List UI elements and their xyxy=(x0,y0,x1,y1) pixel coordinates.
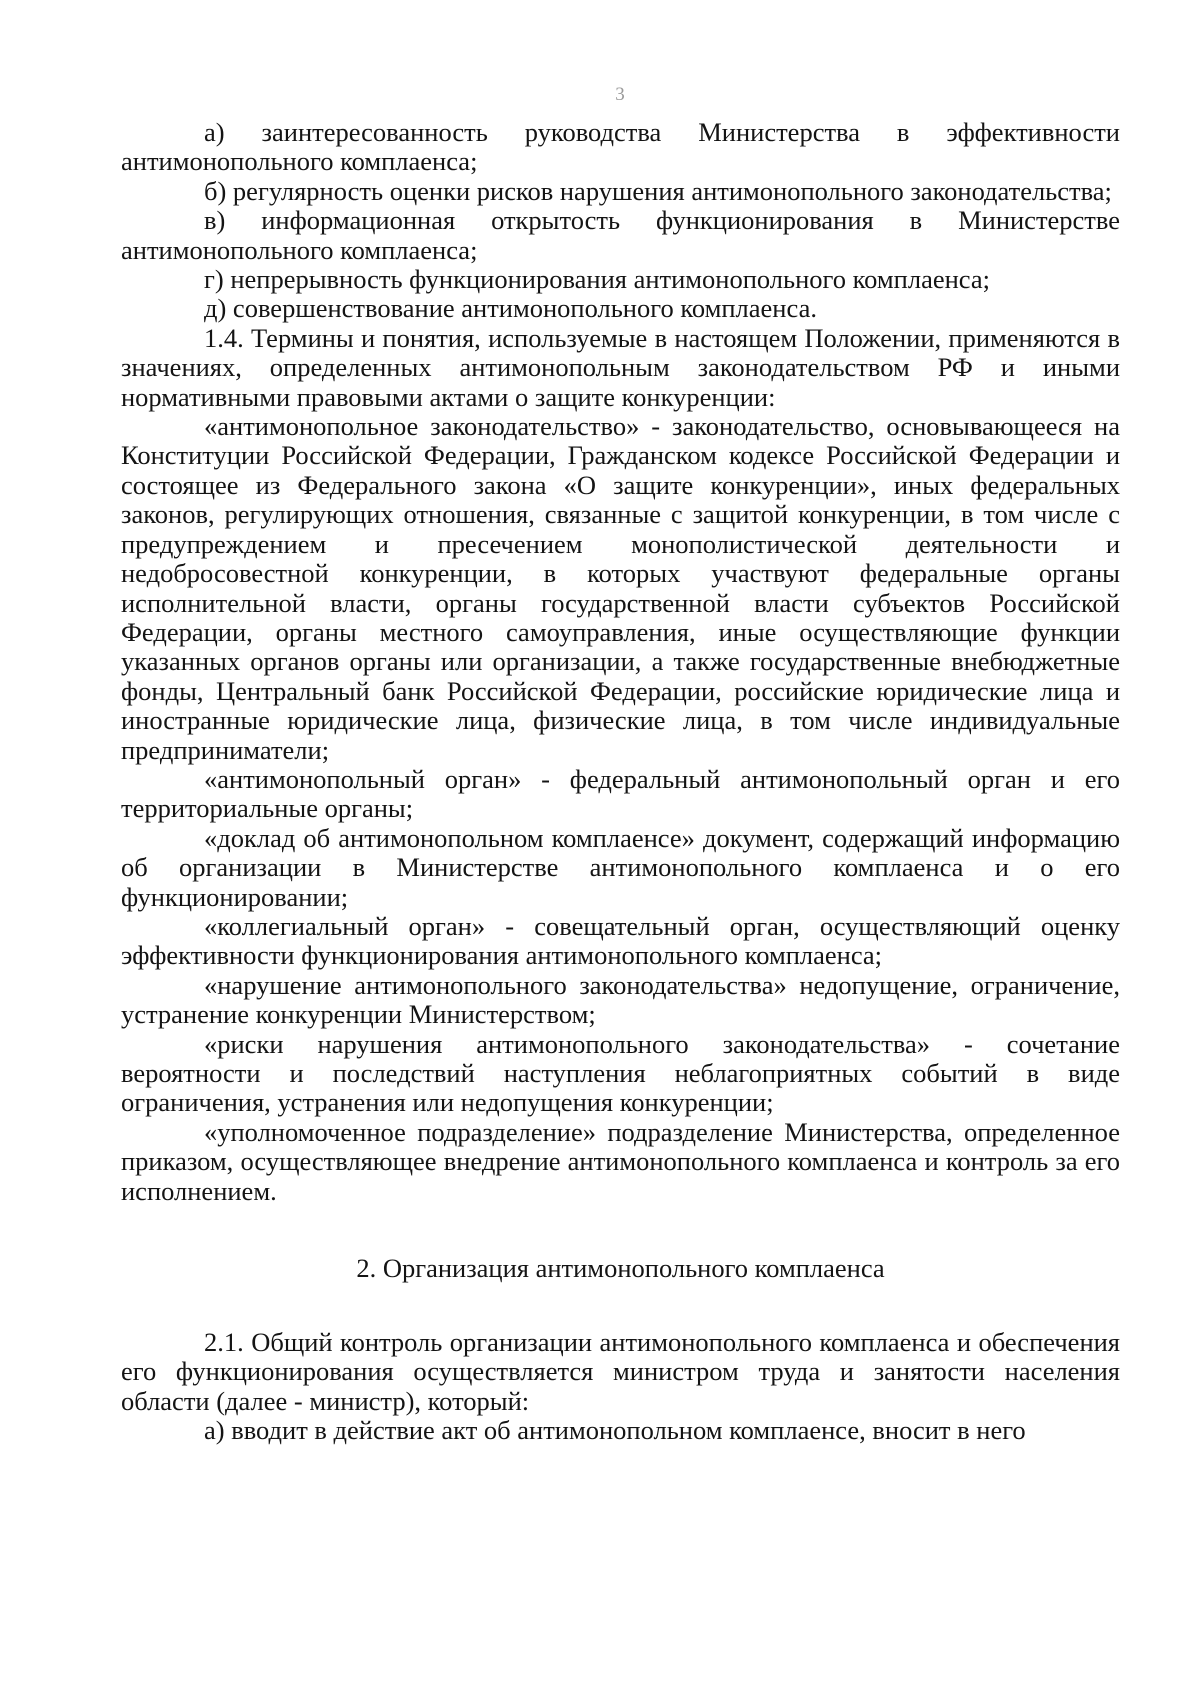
paragraph: 2.1. Общий контроль организации антимонопольного комплаенса и обеспечения его функционирования осуществляется министром труда и занятости населения области (далее - министр), который: xyxy=(121,1327,1120,1416)
paragraph: г) непрерывность функционирования антимонопольного комплаенса; xyxy=(204,264,990,295)
paragraph: «антимонопольное законодательство» - законодательство, основывающееся на Конституции Российской Федерации, Гражданском кодексе Российской Федерации и состоящее из Федерального закона «О защите конкуренции», иных федеральных законов, регулирующих отношения, связанные с защитой конкуренции, в том числе с предупреждением и пресечением монополистической деятельности и недобросовестной конкуренции, в которых участвуют федеральные органы исполнительной власти, органы государственной власти субъектов Российской Федерации, органы местного самоуправления, иные осуществляющие функции указанных органов органы или организации, а также государственные внебюджетные фонды, Центральный банк Российской Федерации, российские юридические лица и иностранные юридические лица, физические лица, в том числе индивидуальные предприниматели; xyxy=(121,411,1120,765)
paragraph: «коллегиальный орган» - совещательный орган, осуществляющий оценку эффективности функционирования антимонопольного комплаенса; xyxy=(121,910,1120,971)
document-body xyxy=(121,118,1120,1446)
paragraph: «нарушение антимонопольного законодательства» недопущение, ограничение, устранение конкуренции Министерством; xyxy=(121,969,1120,1030)
paragraph: «доклад об антимонопольном комплаенсе» документ, содержащий информацию об организации в Министерстве антимонопольного комплаенса и о его функционировании; xyxy=(121,822,1120,912)
paragraph: д) совершенствование антимонопольного комплаенса. xyxy=(204,293,817,324)
paragraph: «риски нарушения антимонопольного законодательства» - сочетание вероятности и последствий наступления неблагоприятных событий в виде ограничения, устранения или недопущения конкуренции; xyxy=(121,1028,1120,1118)
paragraph: 1.4. Термины и понятия, используемые в настоящем Положении, применяются в значениях, определенных антимонопольным законодательством РФ и иными нормативными правовыми актами о защите конкуренции: xyxy=(121,322,1120,412)
paragraph: а) заинтересованность руководства Министерства в эффективности антимонопольного комплаенса; xyxy=(121,117,1120,177)
paragraph: а) вводит в действие акт об антимонопольном комплаенсе, вносит в него xyxy=(204,1415,1026,1446)
paragraph: «антимонопольный орган» - федеральный антимонопольный орган и его территориальные органы; xyxy=(121,763,1120,824)
section-heading: 2. Организация антимонопольного комплаенса xyxy=(356,1253,885,1284)
paragraph: «уполномоченное подразделение» подразделение Министерства, определенное приказом, осуществляющее внедрение антимонопольного комплаенса и контроль за его исполнением. xyxy=(121,1116,1120,1206)
page-number: 3 xyxy=(615,84,625,105)
paragraph: б) регулярность оценки рисков нарушения антимонопольного законодательства; xyxy=(204,175,1112,206)
paragraph: в) информационная открытость функционирования в Министерстве антимонопольного комплаенса; xyxy=(121,205,1120,265)
